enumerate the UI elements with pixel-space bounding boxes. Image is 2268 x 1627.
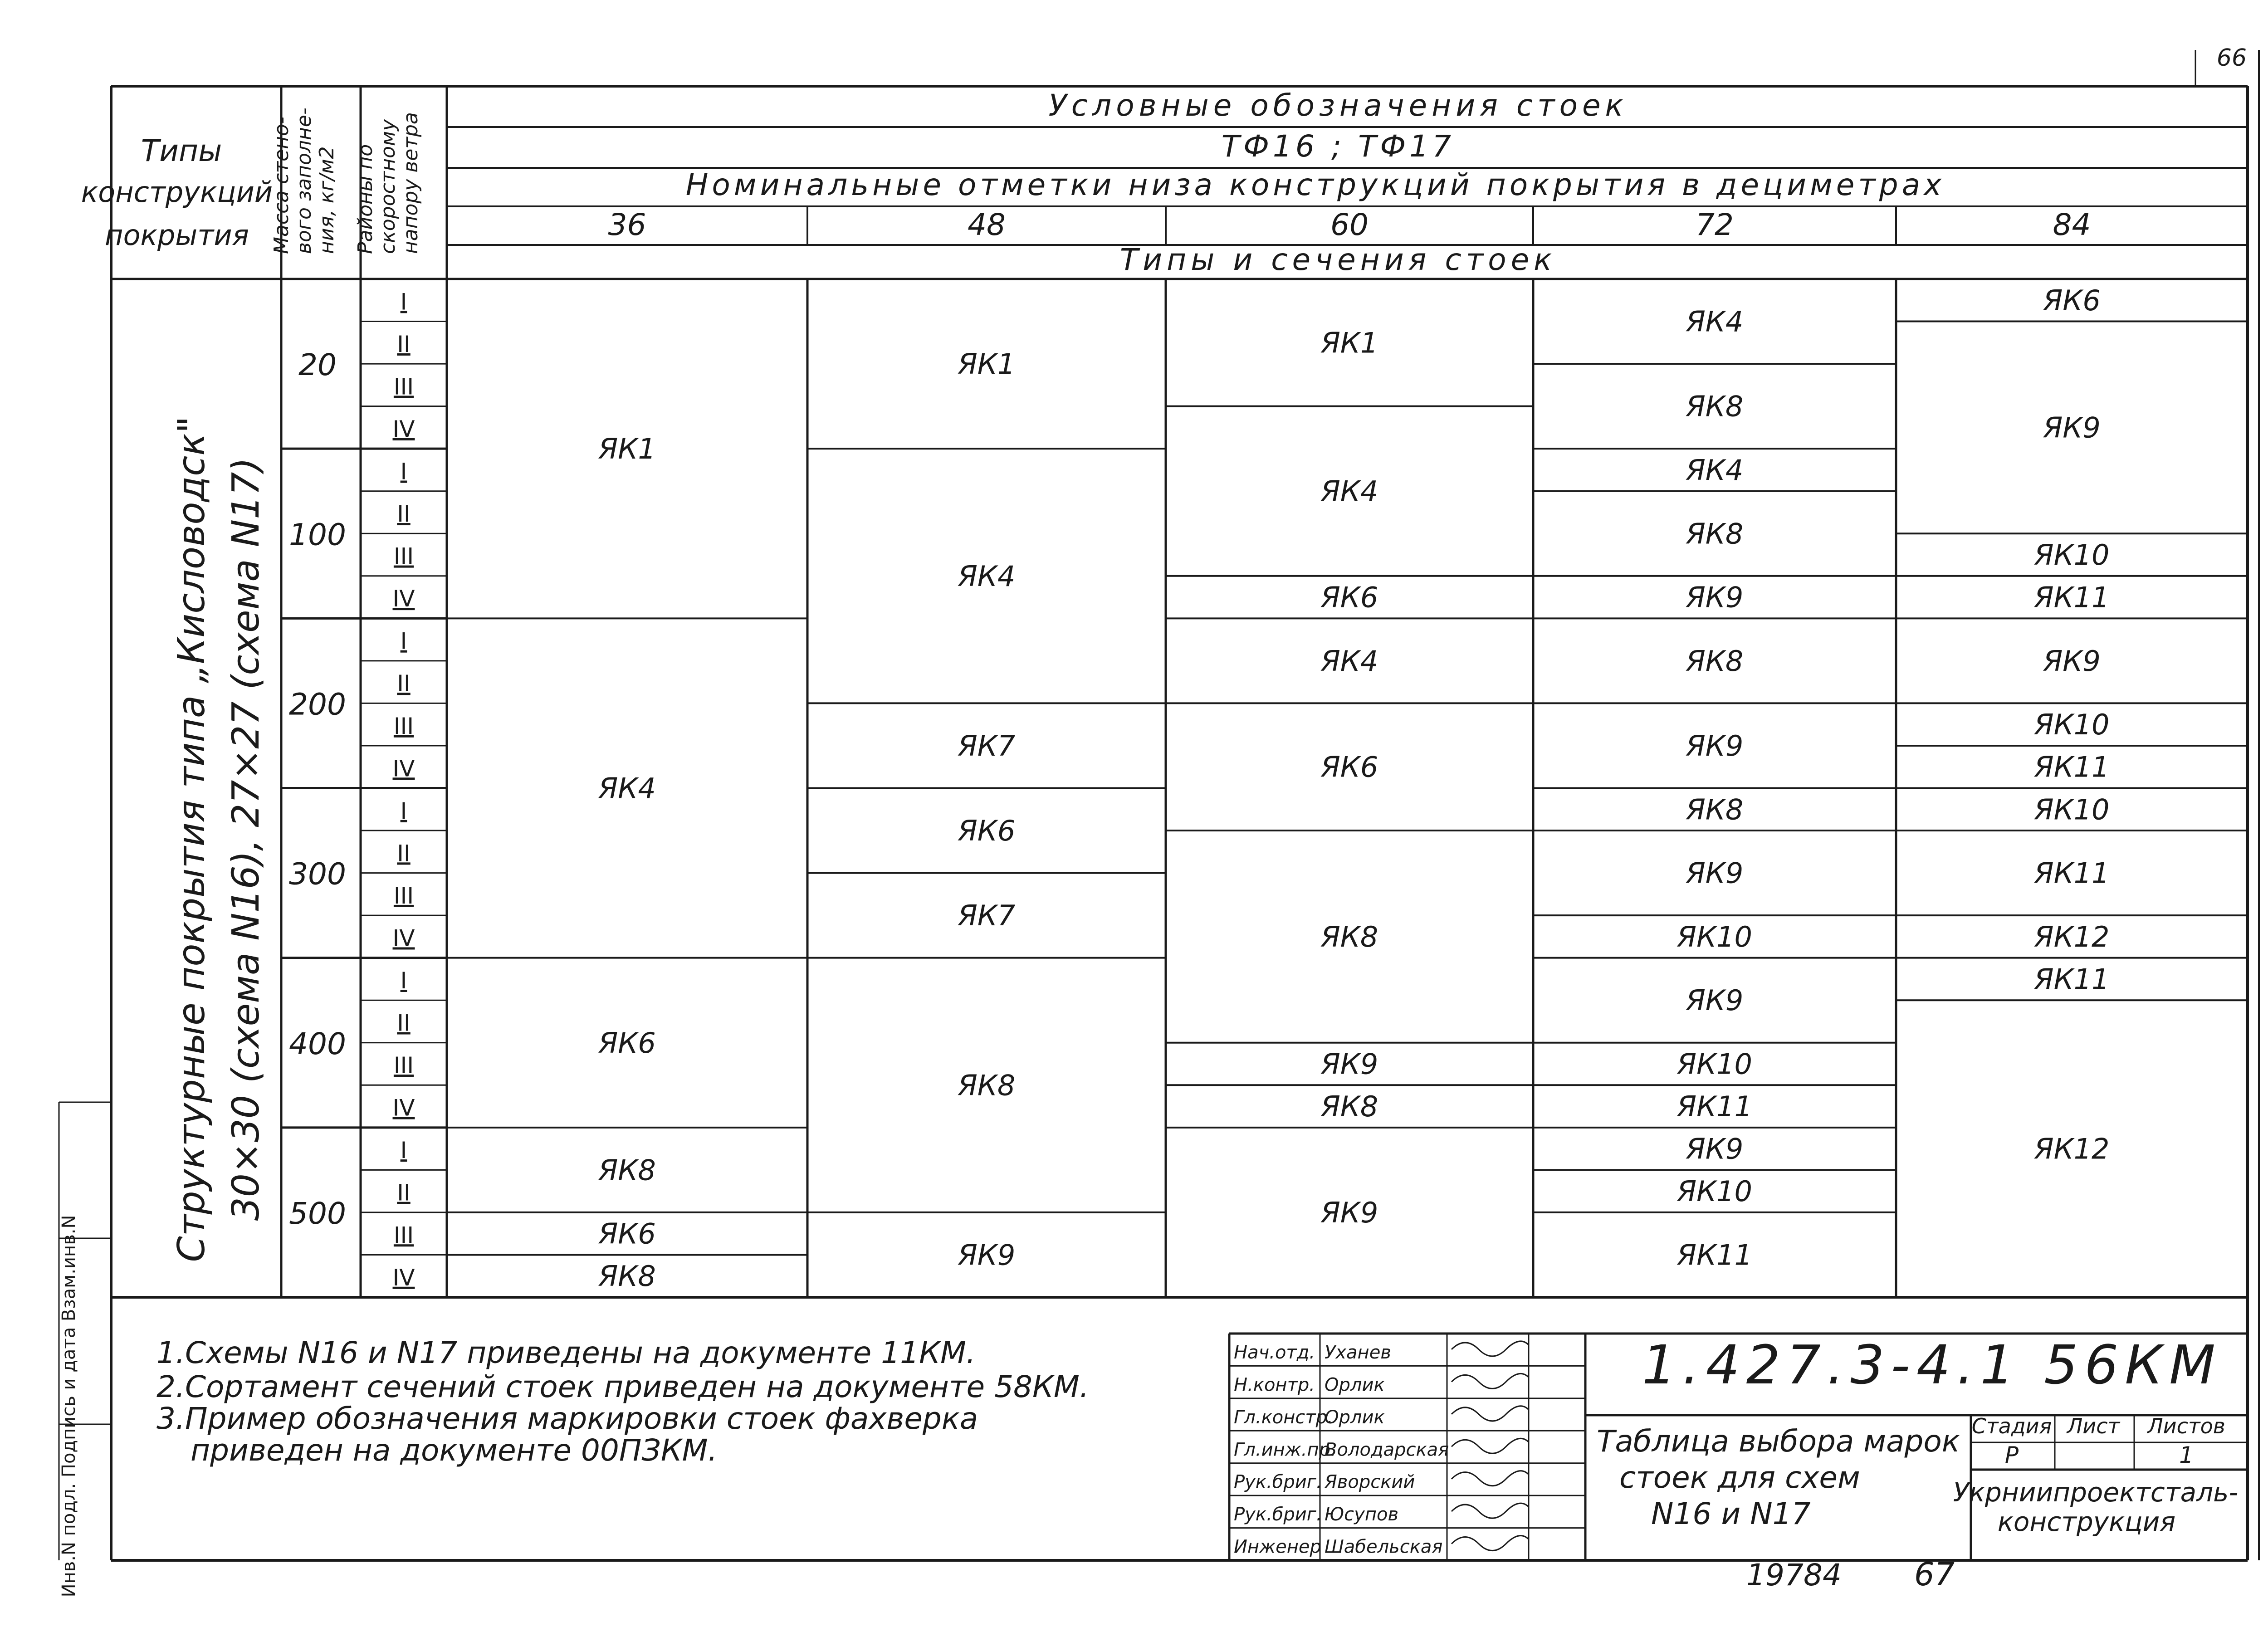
svg-text:ния, кг/м2: ния, кг/м2 xyxy=(315,146,338,254)
header-col-types-line-3: покрытия xyxy=(105,219,249,252)
cell-c84-9: ЯК12 xyxy=(2034,920,2110,953)
wind-region-I: I xyxy=(400,628,407,655)
cell-c60-0: ЯК1 xyxy=(1320,326,1378,360)
cell-c48-5: ЯК8 xyxy=(958,1069,1016,1102)
cell-c72-5: ЯК8 xyxy=(1686,644,1744,678)
cell-c84-5: ЯК10 xyxy=(2034,708,2110,742)
wind-region-I: I xyxy=(400,458,407,485)
staff-name-5: Юсупов xyxy=(1325,1504,1399,1525)
wind-region-III: III xyxy=(393,882,414,909)
mass-200: 200 xyxy=(289,687,346,722)
cell-c72-13: ЯК9 xyxy=(1686,1132,1744,1166)
roof-type-label-1: Структурные покрытия типа „Кисловодск" xyxy=(170,416,213,1262)
wind-region-I: I xyxy=(400,967,407,994)
cell-c60-3: ЯК4 xyxy=(1320,644,1378,678)
wind-region-II: II xyxy=(397,331,411,357)
bottom-page-number: 67 xyxy=(1914,1556,1955,1593)
mass-500: 500 xyxy=(289,1196,346,1231)
staff-role-2: Гл.констр. xyxy=(1234,1407,1333,1428)
cell-c84-4: ЯК9 xyxy=(2043,644,2101,678)
wind-region-II: II xyxy=(397,501,411,528)
cell-c48-1: ЯК4 xyxy=(958,559,1016,593)
wind-region-I: I xyxy=(400,1137,407,1164)
staff-name-3: Володарская xyxy=(1325,1439,1449,1461)
staff-role-4: Рук.бриг. xyxy=(1234,1471,1322,1493)
wind-region-II: II xyxy=(397,840,411,867)
mass-300: 300 xyxy=(289,856,346,892)
note-1: 1.Схемы N16 и N17 приведены на документе 11КМ. xyxy=(156,1335,976,1370)
cell-c36-1: ЯК4 xyxy=(598,772,656,805)
header-col-types-line-1: Типы xyxy=(141,133,222,168)
staff-name-0: Уханев xyxy=(1325,1342,1391,1363)
header-row-symbols: Условные обозначения стоек xyxy=(1048,88,1628,123)
header-row-series: ТФ16 ; ТФ17 xyxy=(1221,129,1455,164)
side-stamp xyxy=(59,1215,79,1598)
title-block-staff xyxy=(1234,1341,1529,1558)
signature-0 xyxy=(1452,1341,1529,1356)
staff-name-6: Шабельская xyxy=(1325,1536,1443,1558)
page-number: 66 xyxy=(2216,44,2247,72)
cell-c72-0: ЯК4 xyxy=(1686,305,1744,338)
cell-c72-15: ЯК11 xyxy=(1677,1238,1752,1272)
cell-c60-8: ЯК9 xyxy=(1320,1196,1378,1229)
title-line-1: Таблица выбора марок xyxy=(1597,1424,1960,1459)
cell-c72-8: ЯК9 xyxy=(1686,856,1744,890)
wind-region-IV: IV xyxy=(392,415,415,442)
cell-c60-2: ЯК6 xyxy=(1320,581,1378,614)
wind-region-column xyxy=(393,288,415,1290)
wind-region-III: III xyxy=(393,543,414,570)
height-60: 60 xyxy=(1330,207,1369,242)
cell-c36-5: ЯК8 xyxy=(598,1260,656,1293)
wind-region-II: II xyxy=(397,1010,411,1036)
cell-c60-6: ЯК9 xyxy=(1320,1047,1378,1081)
wind-region-II: II xyxy=(397,670,411,697)
sheets-label: Листов xyxy=(2147,1414,2225,1438)
signature-5 xyxy=(1452,1503,1529,1518)
mass-100: 100 xyxy=(289,517,346,552)
wind-region-II: II xyxy=(397,1179,411,1206)
signature-1 xyxy=(1452,1373,1529,1388)
roof-type-label xyxy=(170,416,268,1262)
cell-c60-4: ЯК6 xyxy=(1320,750,1378,784)
wind-region-III: III xyxy=(393,713,414,739)
mass-20: 20 xyxy=(298,347,337,383)
cell-c48-6: ЯК9 xyxy=(958,1238,1016,1272)
title-line-3: N16 и N17 xyxy=(1651,1496,1811,1531)
wind-region-IV: IV xyxy=(392,1094,415,1121)
wind-region-III: III xyxy=(393,1222,414,1249)
inventory-number: 19784 xyxy=(1746,1558,1842,1593)
wind-region-IV: IV xyxy=(392,1264,415,1291)
cell-c72-7: ЯК8 xyxy=(1686,793,1744,826)
svg-text:Масса стено-: Масса стено- xyxy=(270,117,293,254)
stage-label: Стадия xyxy=(1971,1414,2052,1438)
cell-c72-3: ЯК8 xyxy=(1686,517,1744,551)
staff-name-4: Яворский xyxy=(1325,1471,1415,1493)
title-line-2: стоек для схем xyxy=(1619,1460,1860,1495)
cell-c36-0: ЯК1 xyxy=(598,432,656,466)
note-3: 3.Пример обозначения маркировки стоек фахверка xyxy=(156,1401,978,1436)
svg-text:Районы по: Районы по xyxy=(354,144,377,254)
cell-c84-2: ЯК10 xyxy=(2034,538,2110,572)
signature-6 xyxy=(1452,1536,1529,1551)
note-4: приведен на документе 00ПЗКМ. xyxy=(191,1433,718,1468)
svg-text:Инв.N подл. Подпись и дата Вза: Инв.N подл. Подпись и дата Взам.инв.N xyxy=(59,1215,79,1598)
staff-role-6: Инженер xyxy=(1234,1536,1321,1558)
wind-region-I: I xyxy=(400,288,407,315)
cell-c48-2: ЯК7 xyxy=(958,729,1016,762)
header-col-types-line-2: конструкций xyxy=(81,176,273,209)
cell-c72-12: ЯК11 xyxy=(1677,1090,1752,1124)
svg-text:скоростному: скоростному xyxy=(376,119,400,254)
staff-role-3: Гл.инж.пр. xyxy=(1234,1439,1336,1461)
cell-c84-0: ЯК6 xyxy=(2043,283,2101,317)
staff-name-2: Орлик xyxy=(1325,1407,1385,1428)
cell-c72-10: ЯК9 xyxy=(1686,984,1744,1017)
cell-c72-2: ЯК4 xyxy=(1686,453,1744,487)
height-84: 84 xyxy=(2053,207,2091,242)
wind-region-IV: IV xyxy=(392,586,415,612)
organization-line-1: Укрниипроектсталь- xyxy=(1953,1477,2239,1508)
wind-region-III: III xyxy=(393,373,414,400)
roof-type-label-2: 30×30 (схема N16), 27×27 (схема N17) xyxy=(225,457,268,1221)
wind-region-I: I xyxy=(400,797,407,824)
header-row-heights: Номинальные отметки низа конструкций покрытия в дециметрах xyxy=(685,167,1945,202)
svg-text:вого заполне-: вого заполне- xyxy=(293,107,316,254)
header-heights xyxy=(608,207,2091,242)
cell-c48-4: ЯК7 xyxy=(958,899,1016,933)
cell-c84-8: ЯК11 xyxy=(2034,856,2110,890)
cell-c48-0: ЯК1 xyxy=(958,347,1016,381)
cell-c60-7: ЯК8 xyxy=(1320,1090,1378,1124)
sheets-value: 1 xyxy=(2179,1442,2194,1468)
header-col-mass xyxy=(270,107,338,254)
note-2: 2.Сортамент сечений стоек приведен на документе 58КМ. xyxy=(156,1369,1089,1404)
sheet-label: Лист xyxy=(2067,1414,2120,1438)
wind-region-IV: IV xyxy=(392,925,415,952)
stage-value: Р xyxy=(2004,1442,2019,1468)
cell-c72-14: ЯК10 xyxy=(1677,1175,1752,1208)
signature-2 xyxy=(1452,1406,1529,1421)
cell-c84-10: ЯК11 xyxy=(2034,963,2110,996)
cell-c60-1: ЯК4 xyxy=(1320,474,1378,508)
cell-c72-1: ЯК8 xyxy=(1686,390,1744,423)
height-72: 72 xyxy=(1696,207,1734,242)
header-col-wind xyxy=(354,112,422,254)
mass-400: 400 xyxy=(289,1026,346,1061)
staff-role-5: Рук.бриг. xyxy=(1234,1504,1322,1525)
cell-c72-6: ЯК9 xyxy=(1686,729,1744,762)
cell-c36-3: ЯК8 xyxy=(598,1153,656,1187)
document-code: 1.427.3-4.1 56КМ xyxy=(1642,1334,2222,1396)
staff-name-1: Орлик xyxy=(1325,1374,1385,1396)
cell-c72-11: ЯК10 xyxy=(1677,1047,1752,1081)
wind-region-III: III xyxy=(393,1052,414,1079)
cell-c84-6: ЯК11 xyxy=(2034,750,2110,784)
wind-region-IV: IV xyxy=(392,755,415,782)
svg-text:напору ветра: напору ветра xyxy=(399,112,422,254)
height-36: 36 xyxy=(608,207,646,242)
staff-role-0: Нач.отд. xyxy=(1234,1342,1315,1363)
organization-line-2: конструкция xyxy=(1997,1506,2176,1537)
cell-c84-3: ЯК11 xyxy=(2034,581,2110,614)
signature-4 xyxy=(1452,1471,1529,1486)
cell-c60-5: ЯК8 xyxy=(1320,920,1378,953)
cell-c72-4: ЯК9 xyxy=(1686,581,1744,614)
cell-c84-7: ЯК10 xyxy=(2034,793,2110,826)
cell-c72-9: ЯК10 xyxy=(1677,920,1752,953)
staff-role-1: Н.контр. xyxy=(1234,1374,1315,1396)
cell-c84-1: ЯК9 xyxy=(2043,411,2101,445)
cell-c48-3: ЯК6 xyxy=(958,814,1016,848)
signature-3 xyxy=(1452,1438,1529,1453)
height-48: 48 xyxy=(968,207,1006,242)
cell-c36-2: ЯК6 xyxy=(598,1026,656,1060)
cell-c36-4: ЯК6 xyxy=(598,1217,656,1251)
cell-c84-11: ЯК12 xyxy=(2034,1132,2110,1166)
header-row-types: Типы и сечения стоек xyxy=(1119,242,1557,277)
